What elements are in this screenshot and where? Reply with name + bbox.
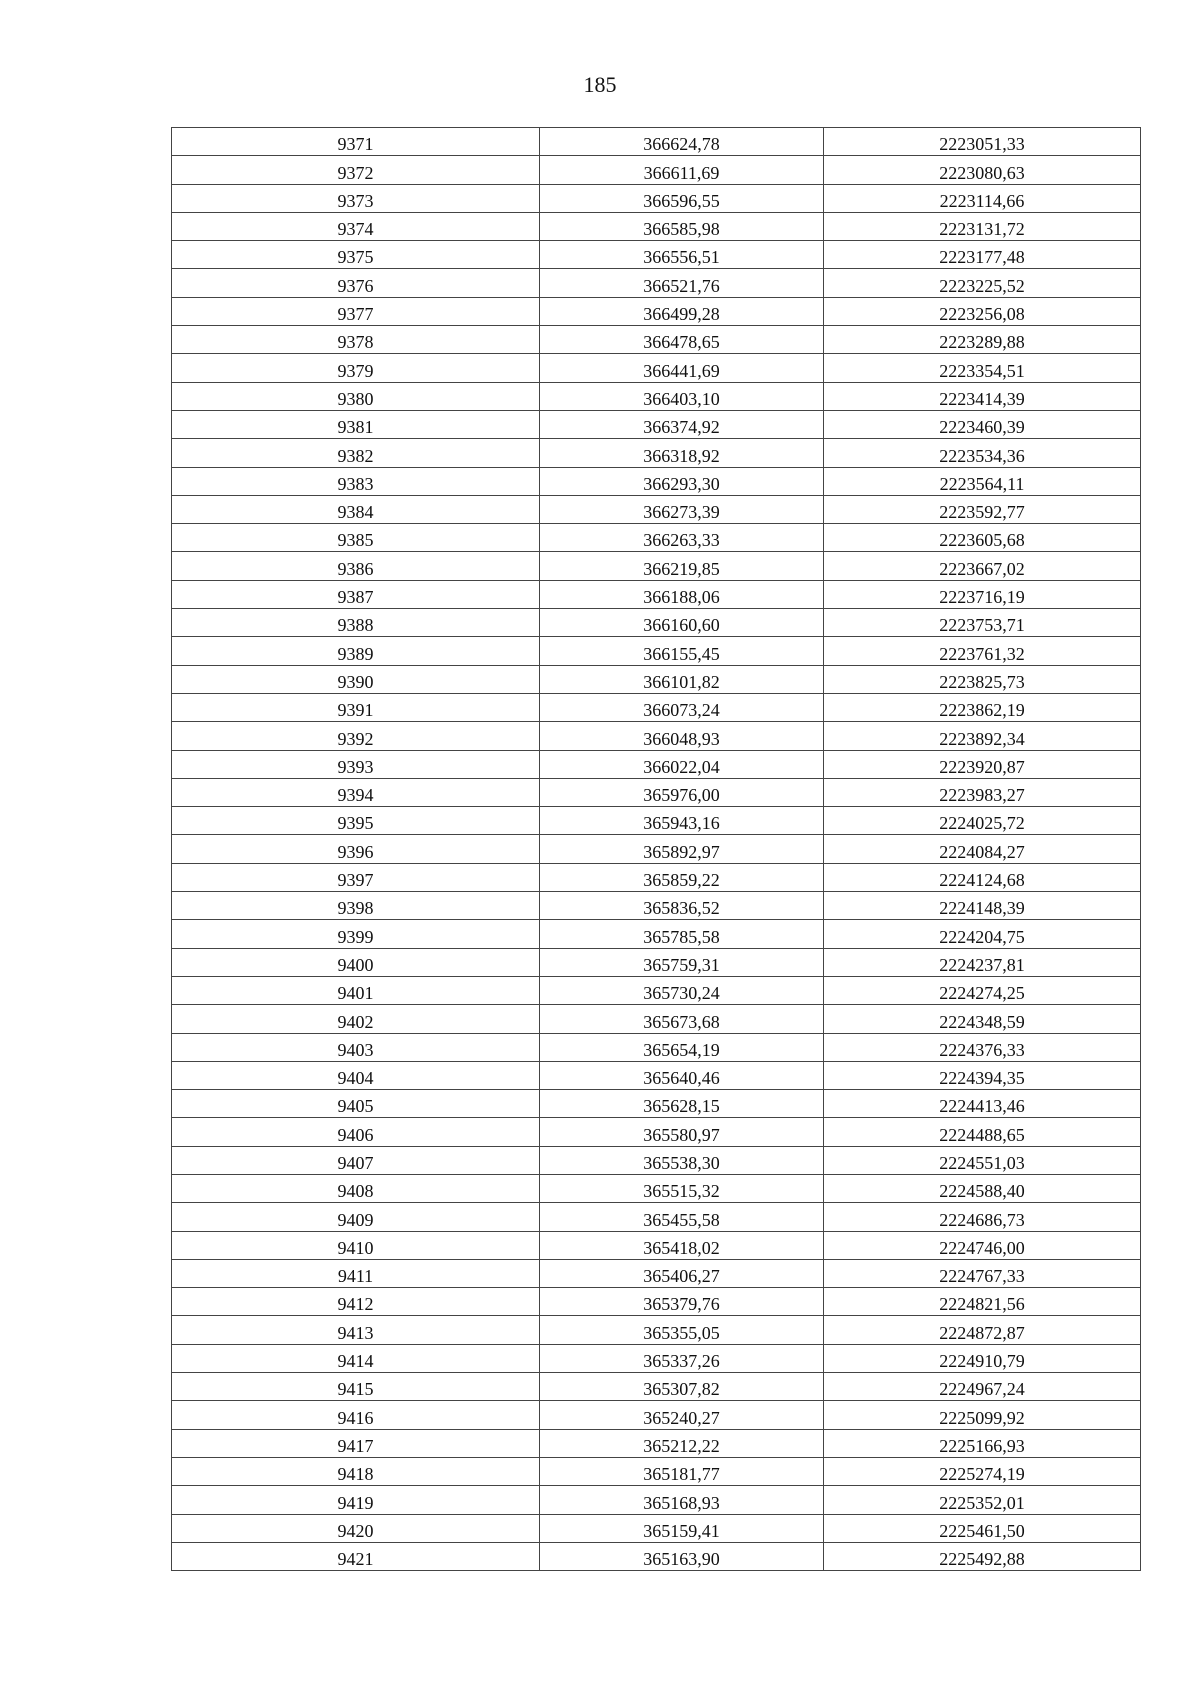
table-row [172,495,1141,523]
x-coordinate-cell: 366273,39 [540,495,824,523]
table-row [172,1429,1141,1457]
coordinates-table [171,127,1141,1571]
y-coordinate-cell: 2224274,25 [824,976,1141,1004]
y-coordinate-cell: 2225099,92 [824,1401,1141,1429]
point-number-cell: 9417 [172,1429,540,1457]
point-number-cell: 9412 [172,1288,540,1316]
table-row [172,297,1141,325]
point-number-cell: 9416 [172,1401,540,1429]
point-number-cell: 9394 [172,778,540,806]
point-number-cell: 9393 [172,750,540,778]
x-coordinate-cell: 365976,00 [540,778,824,806]
y-coordinate-cell: 2224910,79 [824,1344,1141,1372]
y-coordinate-cell: 2223761,32 [824,637,1141,665]
y-coordinate-cell: 2224588,40 [824,1174,1141,1202]
table-row [172,807,1141,835]
table-row [172,410,1141,438]
x-coordinate-cell: 365580,97 [540,1118,824,1146]
table-row [172,1542,1141,1570]
x-coordinate-cell: 365455,58 [540,1203,824,1231]
table-row [172,976,1141,1004]
point-number-cell: 9419 [172,1486,540,1514]
x-coordinate-cell: 365628,15 [540,1090,824,1118]
table-row [172,156,1141,184]
point-number-cell: 9371 [172,128,540,156]
table-row [172,835,1141,863]
point-number-cell: 9415 [172,1373,540,1401]
table-row [172,524,1141,552]
x-coordinate-cell: 366478,65 [540,326,824,354]
point-number-cell: 9409 [172,1203,540,1231]
x-coordinate-cell: 365538,30 [540,1146,824,1174]
y-coordinate-cell: 2223892,34 [824,722,1141,750]
point-number-cell: 9396 [172,835,540,863]
x-coordinate-cell: 365730,24 [540,976,824,1004]
point-number-cell: 9402 [172,1005,540,1033]
x-coordinate-cell: 365836,52 [540,892,824,920]
table-row [172,1288,1141,1316]
y-coordinate-cell: 2225492,88 [824,1542,1141,1570]
table-row [172,1033,1141,1061]
y-coordinate-cell: 2224821,56 [824,1288,1141,1316]
x-coordinate-cell: 365785,58 [540,920,824,948]
x-coordinate-cell: 366556,51 [540,241,824,269]
y-coordinate-cell: 2224746,00 [824,1231,1141,1259]
x-coordinate-cell: 365654,19 [540,1033,824,1061]
point-number-cell: 9387 [172,580,540,608]
y-coordinate-cell: 2223667,02 [824,552,1141,580]
point-number-cell: 9379 [172,354,540,382]
y-coordinate-cell: 2224376,33 [824,1033,1141,1061]
point-number-cell: 9385 [172,524,540,552]
table-row [172,1457,1141,1485]
table-row [172,128,1141,156]
y-coordinate-cell: 2223354,51 [824,354,1141,382]
y-coordinate-cell: 2224394,35 [824,1061,1141,1089]
point-number-cell: 9392 [172,722,540,750]
table-row [172,1259,1141,1287]
point-number-cell: 9381 [172,410,540,438]
table-row [172,750,1141,778]
y-coordinate-cell: 2223825,73 [824,665,1141,693]
table-row [172,948,1141,976]
y-coordinate-cell: 2225461,50 [824,1514,1141,1542]
point-number-cell: 9413 [172,1316,540,1344]
y-coordinate-cell: 2224124,68 [824,863,1141,891]
table-row [172,1401,1141,1429]
x-coordinate-cell: 365943,16 [540,807,824,835]
table-row [172,1146,1141,1174]
x-coordinate-cell: 365515,32 [540,1174,824,1202]
x-coordinate-cell: 366374,92 [540,410,824,438]
x-coordinate-cell: 365181,77 [540,1457,824,1485]
y-coordinate-cell: 2225352,01 [824,1486,1141,1514]
page-number: 185 [583,72,617,97]
x-coordinate-cell: 365640,46 [540,1061,824,1089]
x-coordinate-cell: 366219,85 [540,552,824,580]
table-row [172,382,1141,410]
table-row [172,552,1141,580]
coordinates-table-body [172,128,1141,1571]
x-coordinate-cell: 366521,76 [540,269,824,297]
x-coordinate-cell: 366441,69 [540,354,824,382]
y-coordinate-cell: 2223256,08 [824,297,1141,325]
point-number-cell: 9378 [172,326,540,354]
table-row [172,1118,1141,1146]
point-number-cell: 9384 [172,495,540,523]
y-coordinate-cell: 2224872,87 [824,1316,1141,1344]
x-coordinate-cell: 365163,90 [540,1542,824,1570]
point-number-cell: 9408 [172,1174,540,1202]
table-row [172,354,1141,382]
y-coordinate-cell: 2223592,77 [824,495,1141,523]
point-number-cell: 9389 [172,637,540,665]
x-coordinate-cell: 366585,98 [540,212,824,240]
x-coordinate-cell: 365406,27 [540,1259,824,1287]
table-row [172,609,1141,637]
point-number-cell: 9388 [172,609,540,637]
x-coordinate-cell: 366624,78 [540,128,824,156]
table-row [172,1061,1141,1089]
y-coordinate-cell: 2223225,52 [824,269,1141,297]
point-number-cell: 9405 [172,1090,540,1118]
table-row [172,1090,1141,1118]
y-coordinate-cell: 2223862,19 [824,693,1141,721]
point-number-cell: 9376 [172,269,540,297]
x-coordinate-cell: 365418,02 [540,1231,824,1259]
table-row [172,269,1141,297]
table-row [172,778,1141,806]
y-coordinate-cell: 2223080,63 [824,156,1141,184]
point-number-cell: 9420 [172,1514,540,1542]
y-coordinate-cell: 2223051,33 [824,128,1141,156]
point-number-cell: 9383 [172,467,540,495]
x-coordinate-cell: 366101,82 [540,665,824,693]
y-coordinate-cell: 2225166,93 [824,1429,1141,1457]
y-coordinate-cell: 2224237,81 [824,948,1141,976]
table-row [172,1373,1141,1401]
x-coordinate-cell: 365859,22 [540,863,824,891]
table-row [172,326,1141,354]
y-coordinate-cell: 2223920,87 [824,750,1141,778]
point-number-cell: 9395 [172,807,540,835]
table-row [172,1514,1141,1542]
point-number-cell: 9382 [172,439,540,467]
table-row [172,637,1141,665]
point-number-cell: 9399 [172,920,540,948]
x-coordinate-cell: 366611,69 [540,156,824,184]
x-coordinate-cell: 365168,93 [540,1486,824,1514]
y-coordinate-cell: 2224348,59 [824,1005,1141,1033]
y-coordinate-cell: 2223460,39 [824,410,1141,438]
table-row [172,467,1141,495]
x-coordinate-cell: 366403,10 [540,382,824,410]
point-number-cell: 9398 [172,892,540,920]
table-row [172,1203,1141,1231]
point-number-cell: 9403 [172,1033,540,1061]
y-coordinate-cell: 2223605,68 [824,524,1141,552]
table-row [172,1344,1141,1372]
x-coordinate-cell: 366293,30 [540,467,824,495]
point-number-cell: 9397 [172,863,540,891]
y-coordinate-cell: 2224084,27 [824,835,1141,863]
x-coordinate-cell: 366022,04 [540,750,824,778]
x-coordinate-cell: 365337,26 [540,1344,824,1372]
point-number-cell: 9390 [172,665,540,693]
y-coordinate-cell: 2223289,88 [824,326,1141,354]
table-row [172,863,1141,891]
table-row [172,1005,1141,1033]
table-row [172,665,1141,693]
point-number-cell: 9406 [172,1118,540,1146]
x-coordinate-cell: 365379,76 [540,1288,824,1316]
y-coordinate-cell: 2224413,46 [824,1090,1141,1118]
y-coordinate-cell: 2224686,73 [824,1203,1141,1231]
y-coordinate-cell: 2224025,72 [824,807,1141,835]
x-coordinate-cell: 366318,92 [540,439,824,467]
x-coordinate-cell: 365307,82 [540,1373,824,1401]
point-number-cell: 9418 [172,1457,540,1485]
table-row [172,241,1141,269]
x-coordinate-cell: 366155,45 [540,637,824,665]
point-number-cell: 9386 [172,552,540,580]
point-number-cell: 9391 [172,693,540,721]
y-coordinate-cell: 2224967,24 [824,1373,1141,1401]
x-coordinate-cell: 365159,41 [540,1514,824,1542]
y-coordinate-cell: 2224551,03 [824,1146,1141,1174]
y-coordinate-cell: 2223534,36 [824,439,1141,467]
y-coordinate-cell: 2223131,72 [824,212,1141,240]
x-coordinate-cell: 366188,06 [540,580,824,608]
table-row [172,439,1141,467]
table-row [172,580,1141,608]
x-coordinate-cell: 366048,93 [540,722,824,750]
y-coordinate-cell: 2223177,48 [824,241,1141,269]
point-number-cell: 9372 [172,156,540,184]
y-coordinate-cell: 2223114,66 [824,184,1141,212]
y-coordinate-cell: 2223716,19 [824,580,1141,608]
x-coordinate-cell: 366160,60 [540,609,824,637]
table-row [172,1316,1141,1344]
x-coordinate-cell: 365212,22 [540,1429,824,1457]
point-number-cell: 9411 [172,1259,540,1287]
table-row [172,212,1141,240]
point-number-cell: 9375 [172,241,540,269]
point-number-cell: 9414 [172,1344,540,1372]
x-coordinate-cell: 366596,55 [540,184,824,212]
x-coordinate-cell: 365673,68 [540,1005,824,1033]
y-coordinate-cell: 2224148,39 [824,892,1141,920]
x-coordinate-cell: 365355,05 [540,1316,824,1344]
x-coordinate-cell: 365892,97 [540,835,824,863]
x-coordinate-cell: 366073,24 [540,693,824,721]
y-coordinate-cell: 2223983,27 [824,778,1141,806]
y-coordinate-cell: 2225274,19 [824,1457,1141,1485]
y-coordinate-cell: 2224488,65 [824,1118,1141,1146]
y-coordinate-cell: 2224767,33 [824,1259,1141,1287]
x-coordinate-cell: 366499,28 [540,297,824,325]
table-row [172,722,1141,750]
point-number-cell: 9401 [172,976,540,1004]
x-coordinate-cell: 365759,31 [540,948,824,976]
point-number-cell: 9373 [172,184,540,212]
table-row [172,1486,1141,1514]
y-coordinate-cell: 2223414,39 [824,382,1141,410]
table-row [172,1174,1141,1202]
point-number-cell: 9421 [172,1542,540,1570]
point-number-cell: 9400 [172,948,540,976]
point-number-cell: 9374 [172,212,540,240]
table-row [172,693,1141,721]
x-coordinate-cell: 366263,33 [540,524,824,552]
y-coordinate-cell: 2224204,75 [824,920,1141,948]
y-coordinate-cell: 2223753,71 [824,609,1141,637]
table-row [172,184,1141,212]
table-row [172,892,1141,920]
table-row [172,920,1141,948]
point-number-cell: 9404 [172,1061,540,1089]
table-row [172,1231,1141,1259]
point-number-cell: 9407 [172,1146,540,1174]
point-number-cell: 9377 [172,297,540,325]
y-coordinate-cell: 2223564,11 [824,467,1141,495]
x-coordinate-cell: 365240,27 [540,1401,824,1429]
point-number-cell: 9380 [172,382,540,410]
point-number-cell: 9410 [172,1231,540,1259]
